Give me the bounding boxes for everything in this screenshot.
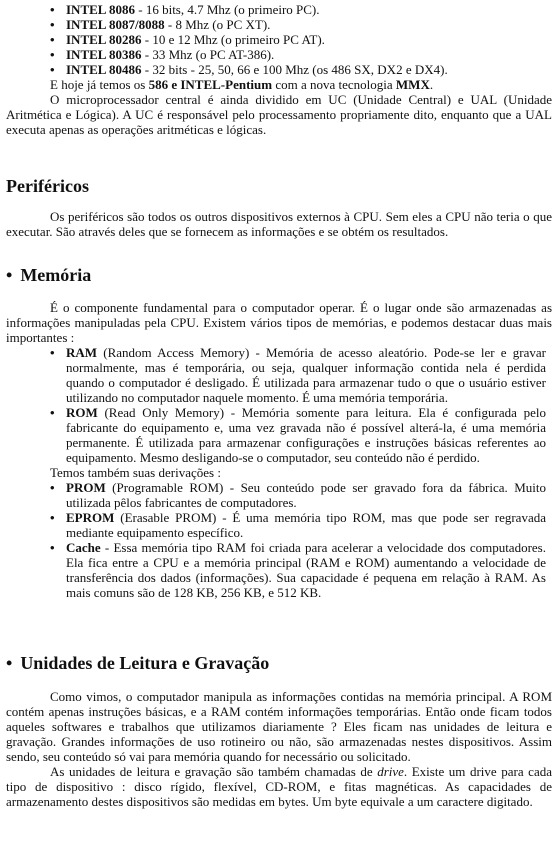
unidades-p1: Como vimos, o computador manipula as informações contidas na memória principal. A ROM contém apenas instruções básicas, e a RAM contém informações temporárias. Então onde ficam todos aqueles softwares e trabalhos que utilizamos diariamente ? Eles ficam nas unidades de leitura e gravação. Grandes informações de uso rotineiro ou não, são armazenadas nestes dispositivos. Assim sendo, seu conteúdo só vai para memória quando for necessário ou solicitado. bbox=[6, 689, 552, 764]
perifericos-text: Os periféricos são todos os outros dispositivos externos à CPU. Sem eles a CPU não teria o que executar. São através deles que se fornecem as informações e se obtém os resultados. bbox=[6, 209, 552, 239]
memoria-term: ROM bbox=[66, 405, 98, 420]
processor-name: INTEL 8086 bbox=[66, 2, 135, 17]
memoria-term: RAM bbox=[66, 345, 98, 360]
deriv-label: Temos também suas derivações : bbox=[50, 465, 221, 480]
cpu-paragraph: O microprocessador central é ainda dividido em UC (Unidade Central) e UAL (Unidade Aritmética e Lógica). A UC é responsável pelo processamento propriamente dito, enquanto que a UAL executa apenas as operações aritméticas e lógicas. bbox=[6, 92, 552, 137]
processor-item bbox=[0, 17, 558, 32]
deriv-desc: (Erasable PROM) - É uma memória tipo ROM, mas que pode ser regravada mediante equipamento específico. bbox=[66, 510, 546, 540]
unidades-heading bbox=[6, 653, 269, 673]
memoria-desc: (Random Access Memory) - Memória de acesso aleatório. Pode-se ler e gravar normalmente, mas é temporária, ou seja, qualquer informação contida nela é perdida quando o computador é desligado. É utilizada para armazenar tudo o que o usuário estiver utilizando no computador naquele momento. É uma memória temporária. bbox=[66, 345, 546, 405]
memoria-item bbox=[0, 345, 558, 405]
memoria-list bbox=[0, 345, 558, 465]
memoria-desc: (Read Only Memory) - Memória somente para leitura. Ela é configurada pelo fabricante do equipamento e, uma vez gravada não é possível alterá-la, é uma memória permanente. É utilizada para armazenar configurações e instruções básicas referentes ao equipamento. Mesmo desligando-se o computador, seu conteúdo não é perdido. bbox=[66, 405, 546, 465]
today-bold: 586 e INTEL-Pentium bbox=[148, 77, 273, 92]
memoria-item bbox=[0, 405, 558, 465]
deriv-term: EPROM bbox=[66, 510, 115, 525]
deriv-term: Cache bbox=[66, 540, 101, 555]
processor-desc: - 32 bits - 25, 50, 66 e 100 Mhz (os 486 SX, DX2 e DX4). bbox=[141, 62, 448, 77]
processor-name: INTEL 80386 bbox=[66, 47, 142, 62]
unidades-p2 bbox=[0, 764, 558, 809]
unidades-heading-text: Unidades de Leitura e Gravação bbox=[20, 653, 270, 673]
memoria-heading bbox=[6, 265, 91, 285]
today-line bbox=[0, 77, 558, 92]
deriv-item bbox=[0, 540, 558, 600]
deriv-list bbox=[0, 480, 558, 600]
processor-name: INTEL 8087/8088 bbox=[66, 17, 165, 32]
processor-item bbox=[0, 47, 558, 62]
processor-name: INTEL 80486 bbox=[66, 62, 142, 77]
deriv-desc: - Essa memória tipo RAM foi criada para acelerar a velocidade dos computadores. Ela fica entre a CPU e a memória principal (RAM e ROM) aumentando a velocidade de transferência dos dados (informações). Sua capacidade é pequena em relação à RAM. As mais comuns são de 128 KB, 256 KB, e 512 KB. bbox=[66, 540, 546, 600]
processor-desc: - 16 bits, 4.7 Mhz (o primeiro PC). bbox=[135, 2, 320, 17]
memoria-section bbox=[0, 300, 558, 600]
bullet-icon: • bbox=[6, 653, 13, 673]
processor-desc: - 33 Mhz (o PC AT-386). bbox=[141, 47, 275, 62]
today-suffix: . bbox=[429, 77, 434, 92]
processor-item bbox=[0, 62, 558, 77]
deriv-desc: (Programable ROM) - Seu conteúdo pode ser gravado fora da fábrica. Muito utilizada pêlos fabricantes de computadores. bbox=[66, 480, 546, 510]
processor-section bbox=[0, 2, 558, 137]
processor-item bbox=[0, 32, 558, 47]
today-middle: com a nova tecnologia bbox=[272, 77, 396, 92]
processor-name: INTEL 80286 bbox=[66, 32, 142, 47]
unidades-section bbox=[0, 689, 558, 809]
unidades-p2-a: As unidades de leitura e gravação são também chamadas de bbox=[50, 764, 378, 779]
processor-item bbox=[0, 2, 558, 17]
deriv-item bbox=[0, 510, 558, 540]
today-prefix: E hoje já temos os bbox=[50, 77, 149, 92]
bullet-icon: • bbox=[6, 265, 13, 285]
processor-list bbox=[0, 2, 558, 77]
memoria-intro: É o componente fundamental para o computador operar. É o lugar onde são armazenadas as informações manipuladas pela CPU. Existem vários tipos de memórias, e podemos destacar duas mais importantes : bbox=[6, 300, 552, 345]
today-bold2: MMX bbox=[395, 77, 430, 92]
memoria-heading-text: Memória bbox=[20, 265, 92, 285]
unidades-p2-b: . Existe um drive para cada tipo de dispositivo : disco rígido, flexível, CD-ROM, e fitas magnéticas. As capacidades de armazenamento destes dispositivos são medidas em bytes. Um byte equivale a um caractere digitado. bbox=[6, 764, 552, 809]
processor-desc: - 8 Mhz (o PC XT). bbox=[164, 17, 271, 32]
processor-desc: - 10 e 12 Mhz (o primeiro PC AT). bbox=[141, 32, 325, 47]
deriv-item bbox=[0, 480, 558, 510]
deriv-term: PROM bbox=[66, 480, 106, 495]
unidades-p2-em: drive bbox=[377, 764, 404, 779]
perifericos-heading: Periféricos bbox=[6, 176, 89, 196]
